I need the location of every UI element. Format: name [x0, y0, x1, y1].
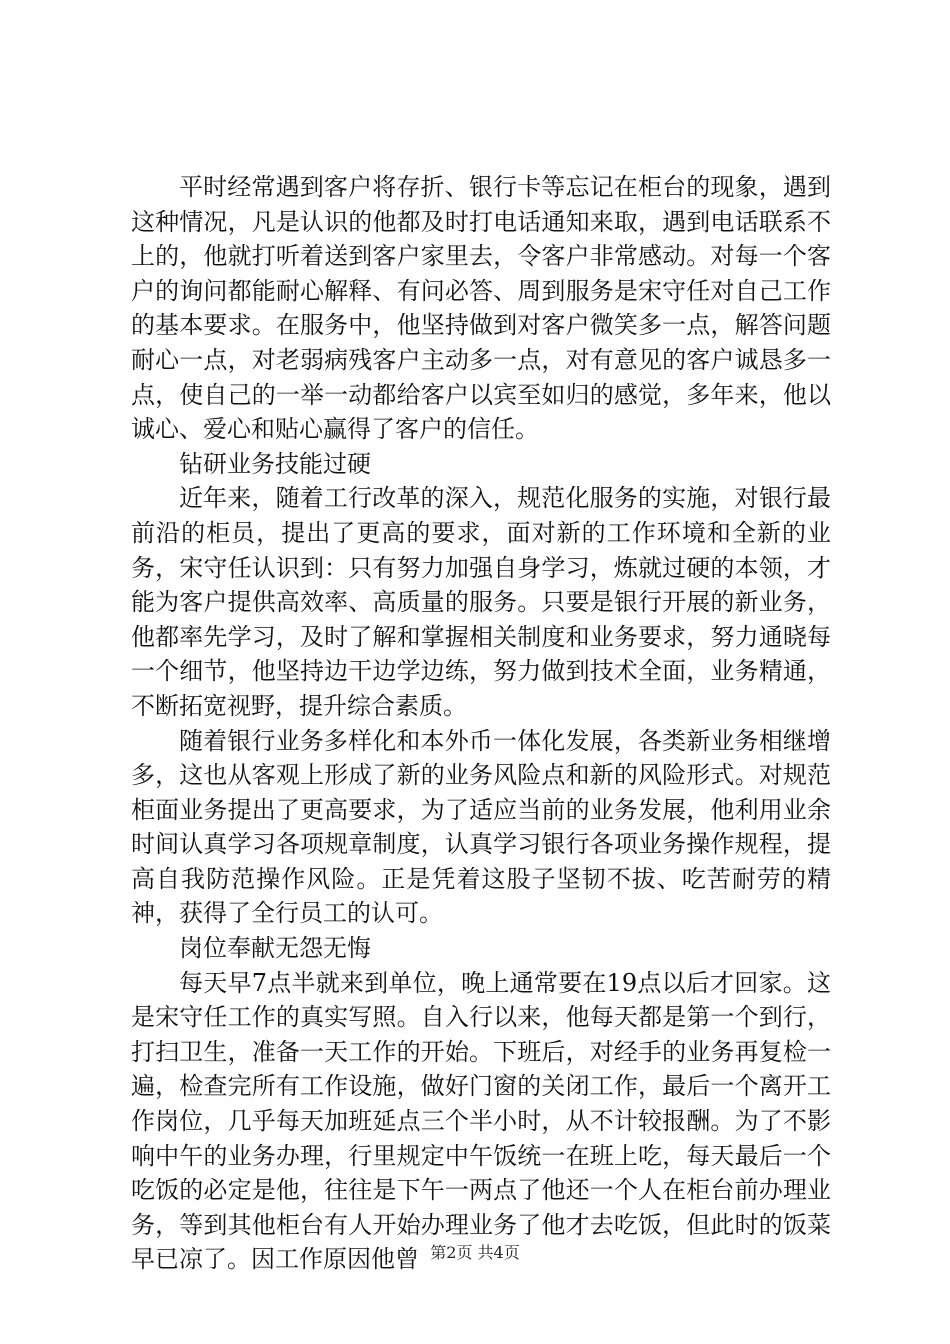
page-number-footer: 第2页 共4页	[430, 1243, 520, 1262]
document-body	[131, 170, 831, 1277]
paragraph-daily-routine: 每天早7点半就来到单位，晚上通常要在19点以后才回家。这是宋守任工作的真实写照。自入行以来，他每天都是第一个到行，打扫卫生，准备一天工作的开始。下班后，对经手的业务再复检一遍，检查完所有工作设施，做好门窗的关闭工作，最后一个离开工作岗位，几乎每天加班延点三个半小时，从不计较报酬。为了不影响中午的业务办理，行里规定中午饭统一在班上吃，每天最后一个吃饭的必定是他，往往是下午一两点了他还一个人在柜台前办理业务，等到其他柜台有人开始办理业务了他才去吃饭，但此时的饭菜早已凉了。因工作原因他曾	[131, 968, 831, 1274]
paragraph-risk-control: 随着银行业务多样化和本外币一体化发展，各类新业务相继增多，这也从客观上形成了新的业务风险点和新的风险形式。对规范柜面业务提出了更高要求，为了适应当前的业务发展，他利用业余时间认真学习各项规章制度，认真学习银行各项业务操作规程，提高自我防范操作风险。正是凭着这股子坚韧不拔、吃苦耐劳的精神，获得了全行员工的认可。	[131, 726, 831, 928]
paragraph-skills-study: 近年来，随着工行改革的深入，规范化服务的实施，对银行最前沿的柜员，提出了更高的要求，面对新的工作环境和全新的业务，宋守任认识到：只有努力加强自身学习，炼就过硬的本领，才能为客户提供高效率、高质量的服务。只要是银行开展的新业务，他都率先学习，及时了解和掌握相关制度和业务要求，努力通晓每一个细节，他坚持边干边学边练，努力做到技术全面，业务精通，不断拓宽视野，提升综合素质。	[131, 484, 831, 720]
section-heading-dedication: 岗位奉献无怨无悔	[179, 934, 371, 963]
paragraph-customer-service: 平时经常遇到客户将存折、银行卡等忘记在柜台的现象，遇到这种情况，凡是认识的他都及时打电话通知来取，遇到电话联系不上的，他就打听着送到客户家里去，令客户非常感动。对每一个客户的询问都能耐心解释、有问必答、周到服务是宋守任对自己工作的基本要求。在服务中，他坚持做到对客户微笑多一点，解答问题耐心一点，对老弱病残客户主动多一点，对有意见的客户诚恳多一点，使自己的一举一动都给客户以宾至如归的感觉，多年来，他以诚心、爱心和贴心赢得了客户的信任。	[131, 173, 831, 444]
section-heading-skills: 钻研业务技能过硬	[179, 449, 371, 478]
